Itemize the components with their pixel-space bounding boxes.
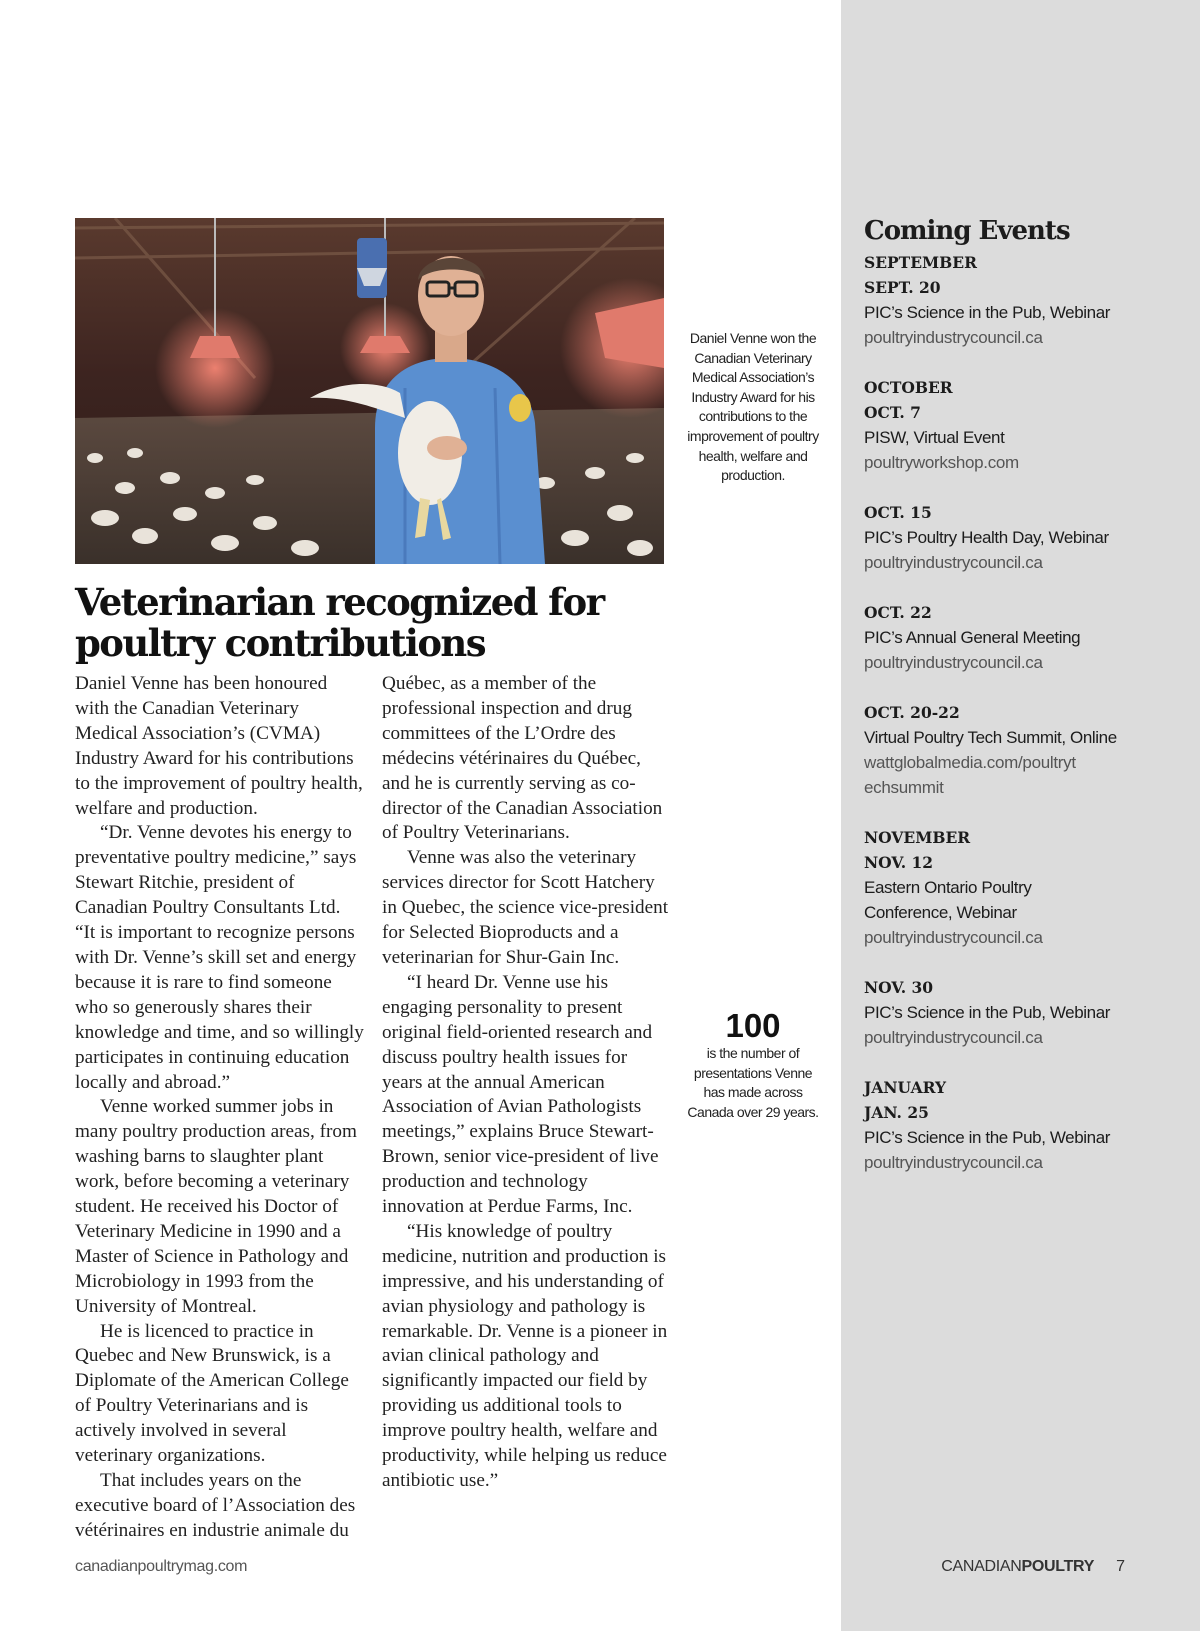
event-name: Virtual Poultry Tech Summit, Online (864, 728, 1117, 747)
photo-caption: Daniel Venne won the Canadian Veterinary Medical Association’s Industry Award for his contributions to the improvement of poultry health, welfare and production. (687, 330, 819, 484)
month-heading: NOVEMBER (864, 828, 971, 847)
stat-callout (687, 1008, 819, 1122)
paragraph: Venne was also the veterinary services director for Scott Hatchery in Quebec, the science vice-president for Selected Bioproducts and a veterinarian for Shur-Gain Inc. (382, 847, 669, 968)
footer-brand (941, 1558, 1125, 1576)
month-heading: SEPTEMBER (864, 253, 977, 272)
event-name: PISW, Virtual Event (864, 428, 1005, 447)
coming-events (864, 214, 1164, 1200)
event-link[interactable]: poultryindustrycouncil.ca (864, 1153, 1043, 1172)
event-item (864, 700, 1164, 800)
event-link[interactable]: poultryindustrycouncil.ca (864, 1028, 1043, 1047)
event-name: PIC’s Science in the Pub, Webinar (864, 303, 1111, 322)
paragraph: That includes years on the executive board of l’Association des vétérinaires en industrie animale du (75, 1470, 356, 1541)
events-title: Coming Events (864, 216, 1070, 246)
event-item (864, 850, 1164, 950)
event-date: NOV. 12 (864, 853, 934, 872)
month-heading: OCTOBER (864, 378, 953, 397)
event-item (864, 975, 1164, 1050)
footer-website[interactable]: canadianpoultrymag.com (75, 1558, 248, 1575)
paragraph: “His knowledge of poultry medicine, nutrition and production is impressive, and his understanding of avian physiology and pathology is remarkable. Dr. Venne is a pioneer in avian clinical pathology and significantly impacted our field by providing us additional tools to improve poultry health, welfare and productivity, while helping us reduce antibiotic use.” (382, 1220, 668, 1491)
paragraph: He is licenced to practice in Quebec and New Brunswick, is a Diplomate of the American College of Poultry Veterinarians and is actively involved in several veterinary organizations. (75, 1320, 349, 1467)
page-number: 7 (1116, 1558, 1125, 1575)
article-headline: Veterinarian recognized for poultry contributions (75, 580, 604, 665)
event-link[interactable]: poultryworkshop.com (864, 453, 1019, 472)
event-item (864, 500, 1164, 575)
event-link[interactable]: poultryindustrycouncil.ca (864, 653, 1043, 672)
event-item (864, 1100, 1164, 1175)
paragraph: Venne worked summer jobs in many poultry production areas, from washing barns to slaughter plant work, before becoming a veterinary student. He received his Doctor of Veterinary Medicine in 1990 and a Master of Science in Pathology and Microbiology in 1993 from the University of Montreal. (75, 1096, 357, 1317)
event-date: OCT. 7 (864, 403, 921, 422)
event-link[interactable]: poultryindustrycouncil.ca (864, 928, 1043, 947)
paragraph: “Dr. Venne devotes his energy to preventative poultry medicine,” says Stewart Ritchie, president of Canadian Poultry Consultants Ltd. “It is important to recognize persons with Dr. Venne’s skill set and energy because it is rare to find someone who so generously shares their knowledge and time, and so willingly participates in continuing education locally and abroad.” (75, 822, 364, 1093)
event-name: Eastern Ontario Poultry Conference, Webinar (864, 878, 1032, 922)
article-column-1 (75, 672, 365, 1544)
stat-text: is the number of presentations Venne has made across Canada over 29 years. (687, 1045, 819, 1120)
event-date: OCT. 22 (864, 603, 932, 622)
month-heading: JANUARY (864, 1078, 947, 1097)
event-date: NOV. 30 (864, 978, 934, 997)
event-link[interactable]: wattglobalmedia.com/poultrytechsummit (864, 753, 1076, 797)
event-date: SEPT. 20 (864, 278, 941, 297)
event-item (864, 600, 1164, 675)
event-name: PIC’s Science in the Pub, Webinar (864, 1003, 1111, 1022)
paragraph: Daniel Venne has been honoured with the Canadian Veterinary Medical Association’s (CVMA) Industry Award for his contributions to the improvement of poultry health, welfare and production. (75, 673, 363, 819)
event-name: PIC’s Poultry Health Day, Webinar (864, 528, 1109, 547)
event-date: JAN. 25 (864, 1103, 929, 1122)
event-date: OCT. 20-22 (864, 703, 960, 722)
article-photo (75, 218, 664, 564)
event-item (864, 400, 1164, 475)
event-link[interactable]: poultryindustrycouncil.ca (864, 328, 1043, 347)
brand-bold: POULTRY (1021, 1558, 1095, 1575)
stat-number: 100 (725, 1007, 781, 1044)
event-name: PIC’s Science in the Pub, Webinar (864, 1128, 1111, 1147)
brand-light: CANADIAN (941, 1558, 1022, 1575)
paragraph: Québec, as a member of the professional inspection and drug committees of the L’Ordre des médecins vétérinaires du Québec, and he is currently serving as co-director of the Canadian Association of Poultry Veterinarians. (382, 673, 663, 844)
paragraph: “I heard Dr. Venne use his engaging personality to present original field-oriented research and discuss poultry health issues for years at the annual American Association of Avian Pathologists meetings,” explains Bruce Stewart-Brown, senior vice-president of live production and technology innovation at Perdue Farms, Inc. (382, 971, 659, 1218)
event-link[interactable]: poultryindustrycouncil.ca (864, 553, 1043, 572)
article-column-2 (382, 672, 672, 1494)
event-date: OCT. 15 (864, 503, 932, 522)
photo-illustration (75, 218, 664, 564)
event-name: PIC’s Annual General Meeting (864, 628, 1081, 647)
event-item (864, 275, 1164, 350)
